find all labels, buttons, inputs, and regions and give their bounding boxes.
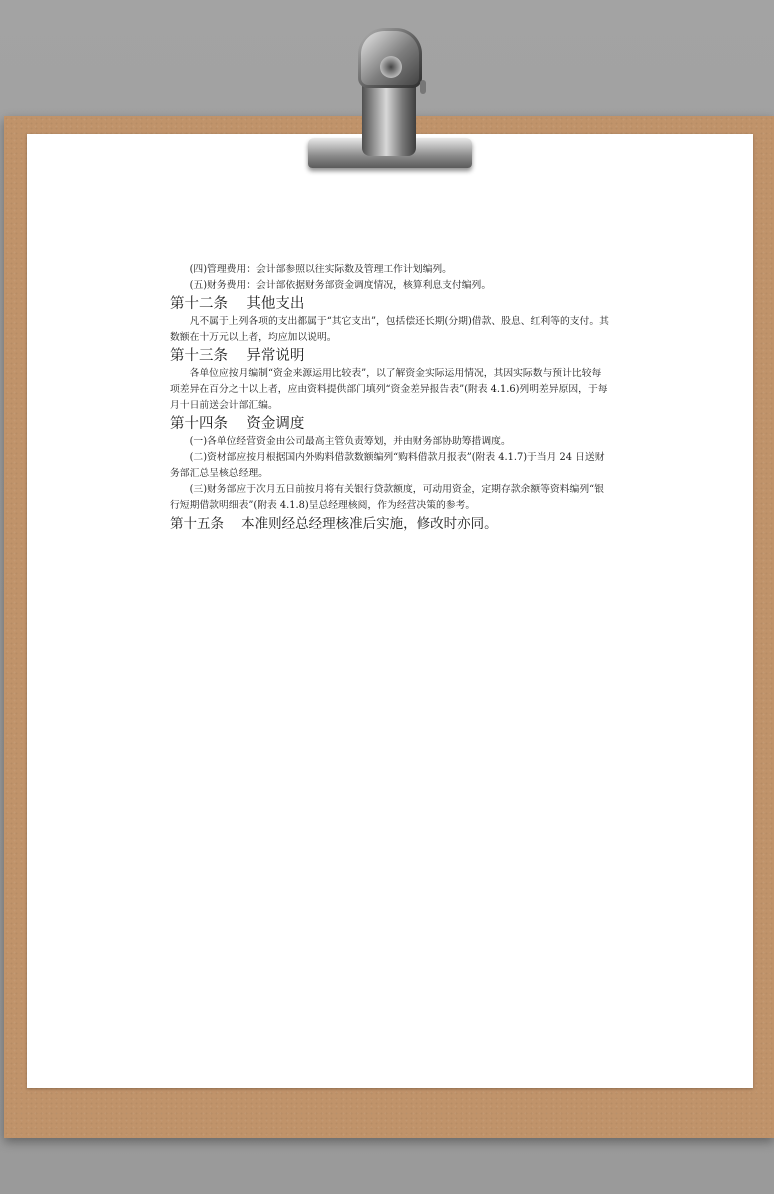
heading-article-15: 第十五条 本准则经总经理核准后实施，修改时亦同。 [170,516,498,532]
line-financial-costs: (五)财务费用：会计部依据财务部资金调度情况，核算利息支付编列。 [189,280,492,291]
binder-clip-icon [300,28,480,178]
paragraph: (二)资材部应按月根据国内外购料借款数额编列“购料借款月报表”(附表 4.1.7)于当月 24 日送财务部汇总呈核总经理。 [170,452,605,479]
paragraph: (一)各单位经营资金由公司最高主管负责筹划，并由财务部协助筹措调度。 [189,436,511,447]
heading-article-13: 第十三条 异常说明 [170,348,305,364]
paragraph: 各单位应按月编制“资金来源运用比较表”，以了解资金实际运用情况，其因实际数与预计比较每项差异在百分之十以上者，应由资料提供部门填列“资金差异报告表”(附表 4.1.6)列明差异原因，于每月十日前送会计部汇编。 [170,368,608,411]
heading-article-12: 第十二条 其他支出 [170,296,305,312]
paragraph: (三)财务部应于次月五日前按月将有关银行贷款额度，可动用资金，定期存款余额等资料编列“银行短期借款明细表”(附表 4.1.8)呈总经理核阅，作为经营决策的参考。 [170,484,604,511]
document-text [170,262,610,534]
heading-article-14: 第十四条 资金调度 [170,416,305,432]
paragraph: 凡不属于上列各项的支出都属于“其它支出”，包括偿还长期(分期)借款、股息、红利等的支付。其数额在十万元以上者，均应加以说明。 [170,316,609,343]
line-management-costs: (四)管理费用：会计部参照以往实际数及管理工作计划编列。 [189,264,452,275]
